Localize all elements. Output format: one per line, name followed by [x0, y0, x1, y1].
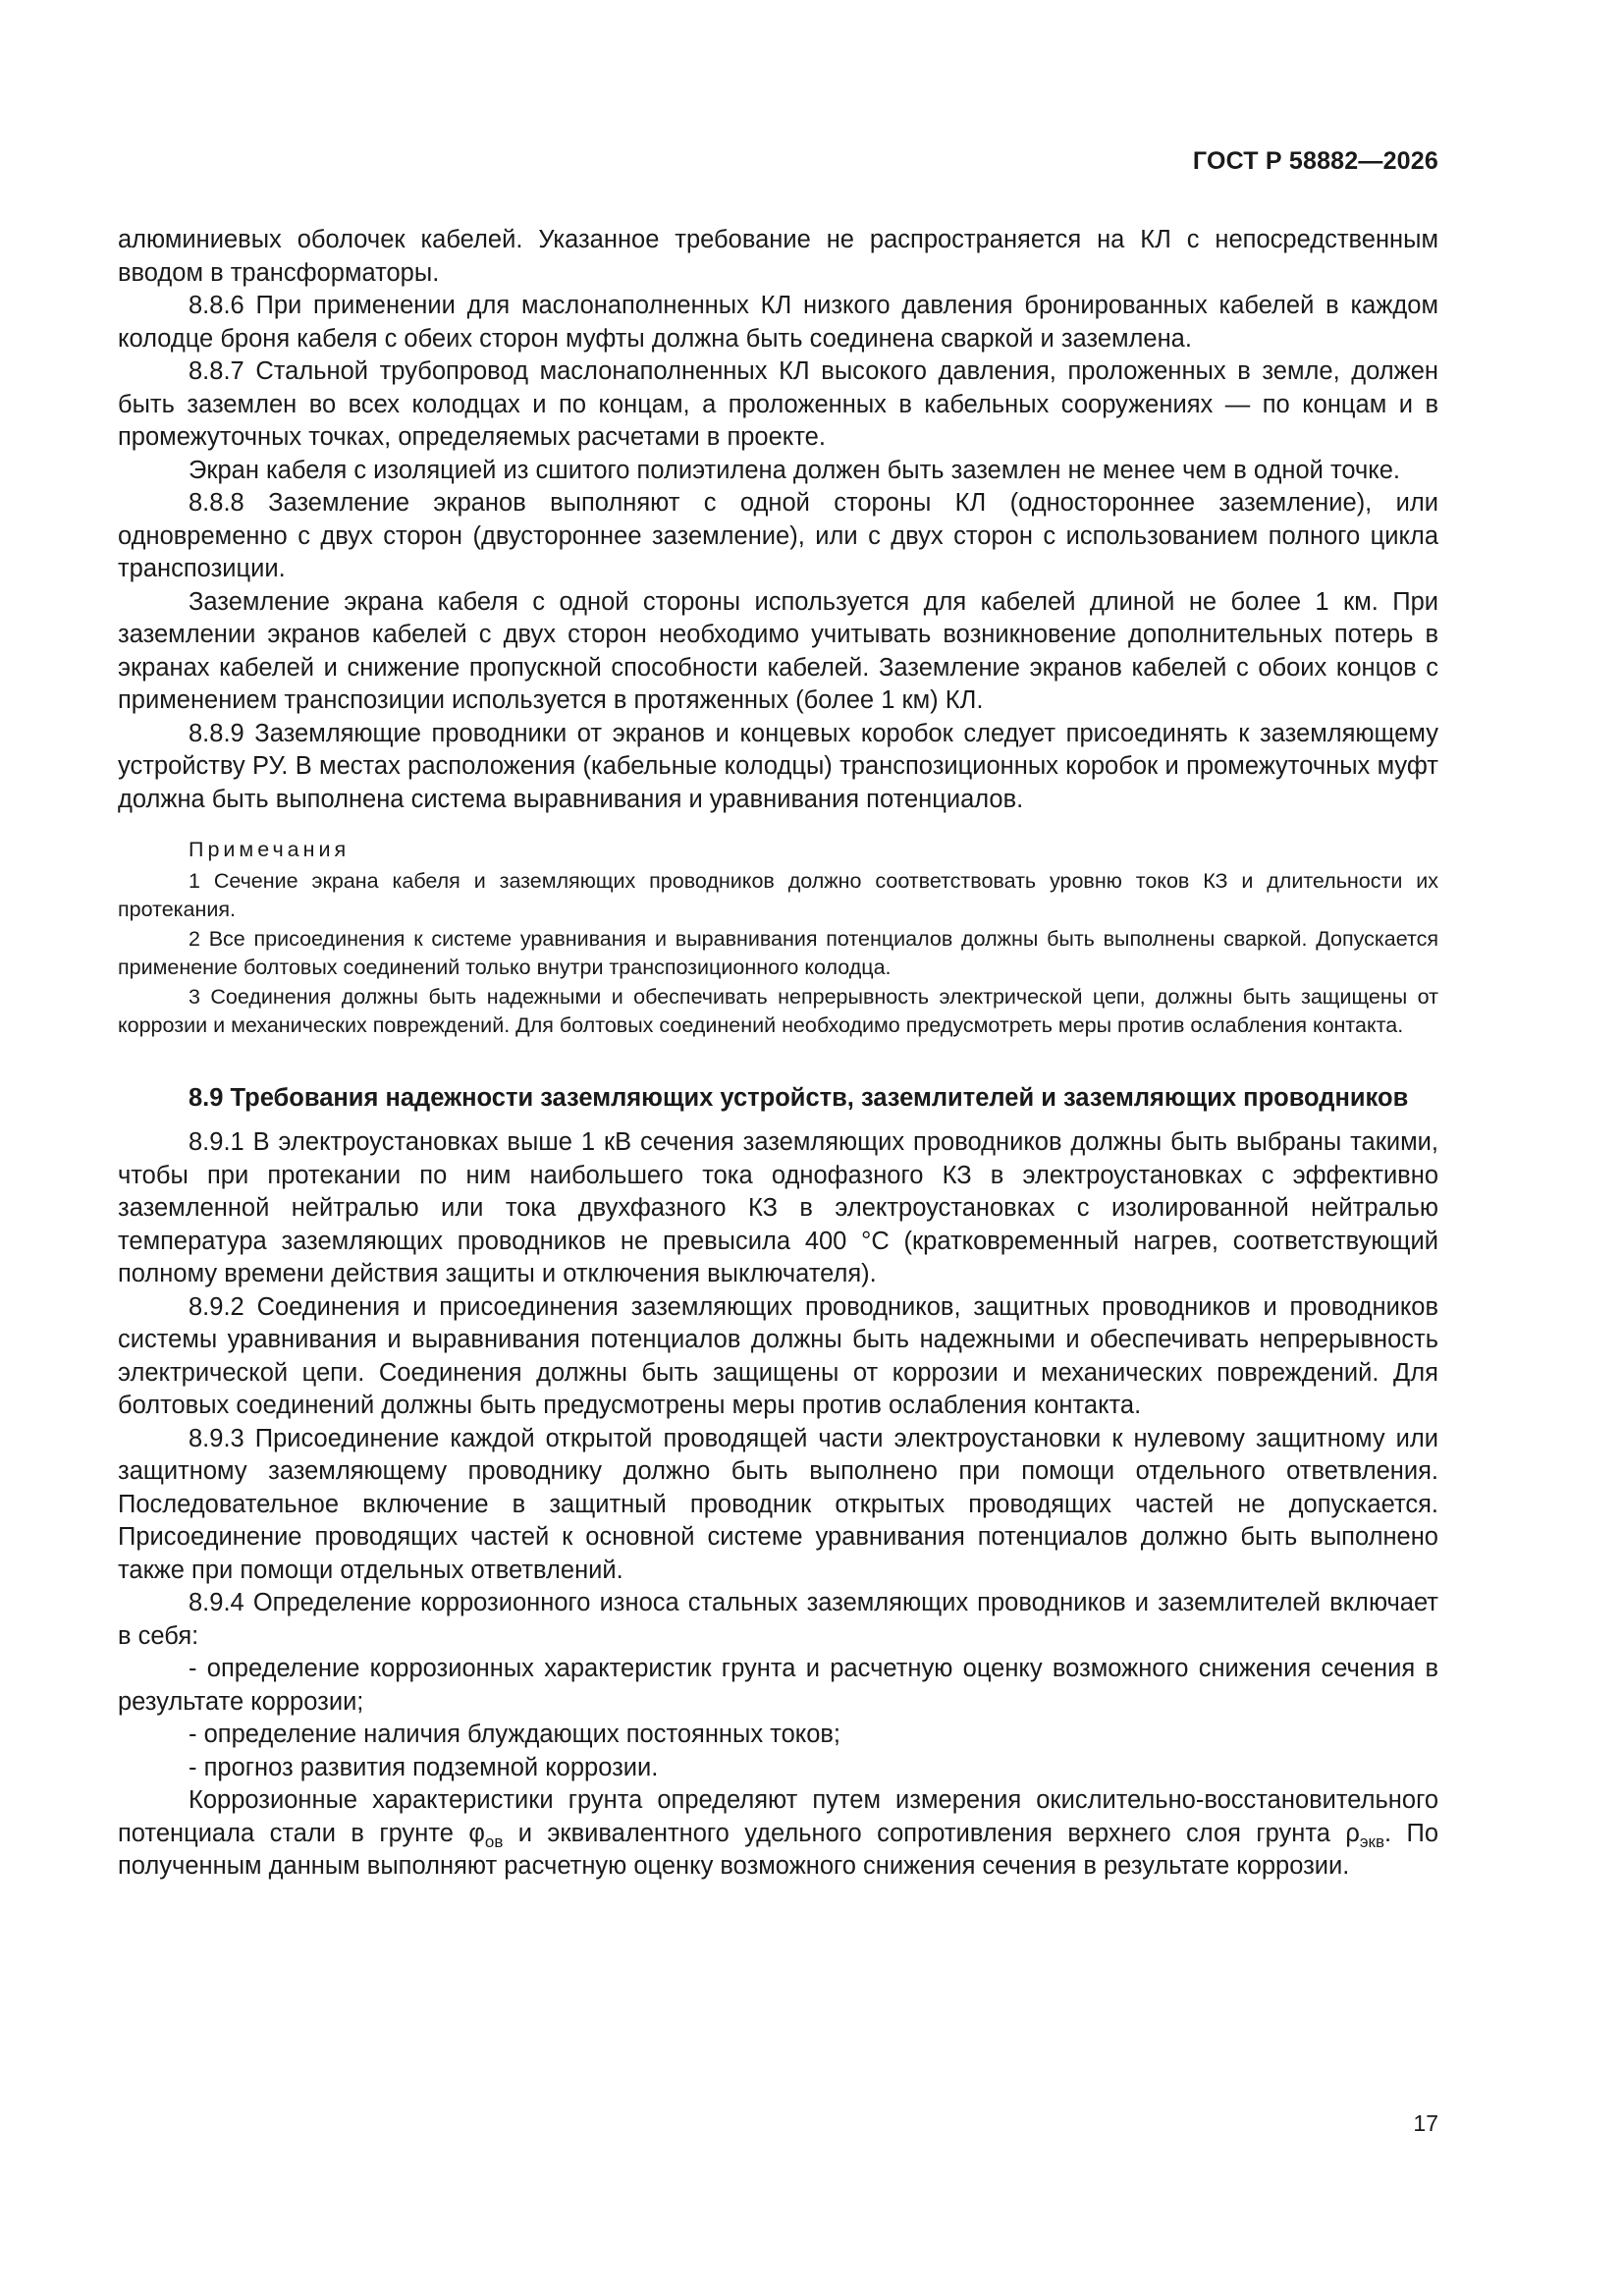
document-id-header: ГОСТ Р 58882—2026: [1192, 147, 1438, 175]
subscript-ekv: экв: [1359, 1831, 1385, 1851]
list-item: - определение коррозионных характеристик грунта и расчетную оценку возможного снижения сечения в результате коррозии;: [118, 1655, 1438, 1716]
paragraph-8-9-2: 8.9.2 Соединения и присоединения заземляющих проводников, защитных проводников и проводников системы уравнивания и выравнивания потенциалов должны быть надежными и обеспечивать непрерывность электрической цепи. Соединения должны быть защищены от коррозии и механических повреждений. Для болтовых соединений должны быть предусмотрены меры против ослабления контакта.: [118, 1292, 1438, 1419]
page-number: 17: [1413, 2110, 1438, 2136]
notes-block: [118, 836, 1438, 1041]
subscript-ov: ов: [484, 1831, 504, 1851]
section-8-9: [118, 1126, 1438, 1884]
section-heading-8-9: 8.9 Требования надежности заземляющих устройств, заземлителей и заземляющих проводников: [189, 1083, 1409, 1112]
notes-title: Примечания: [189, 838, 351, 861]
note-item: 3 Соединения должны быть надежными и обеспечивать непрерывность электрической цепи, должны быть защищены от коррозии и механических повреждений. Для болтовых соединений необходимо предусмотреть меры против ослабления контакта.: [118, 984, 1438, 1037]
text-run: . По полученным данным выполняют расчетную оценку возможного снижения сечения в результате коррозии.: [118, 1819, 1439, 1880]
paragraph-corrosion-characteristics: [118, 1784, 1438, 1884]
note-item: 1 Сечение экрана кабеля и заземляющих проводников должно соответствовать уровню токов КЗ и длительности их протекания.: [118, 868, 1438, 921]
paragraph-8-9-3: 8.9.3 Присоединение каждой открытой проводящей части электроустановки к нулевому защитному или защитному заземляющему проводнику должно быть выполнено при помощи отдельного ответвления. Последовательное включение в защитный проводник открытых проводящих частей не допускается. Присоединение проводящих частей к основной системе уравнивания потенциалов должно быть выполнено также при помощи отдельных ответвлений.: [118, 1424, 1438, 1584]
list-item: - прогноз развития подземной коррозии.: [189, 1753, 659, 1781]
paragraph-8-8-7: 8.8.7 Стальной трубопровод маслонаполненных КЛ высокого давления, проложенных в земле, должен быть заземлен во всех колодцах и по концам, а проложенных в кабельных сооружениях — по концам и в промежуточных точках, определяемых расчетами в проекте.: [118, 357, 1438, 451]
paragraph: Заземление экрана кабеля с одной стороны используется для кабелей длиной не более 1 км. При заземлении экранов кабелей с двух сторон необходимо учитывать возникновение дополнительных потерь в экранах кабелей и снижение пропускной способности кабелей. Заземление экранов кабелей с обоих концов с применением транспозиции используется в протяженных (более 1 км) КЛ.: [118, 587, 1438, 714]
paragraph: алюминиевых оболочек кабелей. Указанное требование не распространяется на КЛ с непосредственным вводом в трансформаторы.: [118, 226, 1438, 287]
paragraph-8-8-9: 8.8.9 Заземляющие проводники от экранов и концевых коробок следует присоединять к заземляющему устройству РУ. В местах расположения (кабельные колодцы) транспозиционных коробок и промежуточных муфт должна быть выполнена система выравнивания и уравнивания потенциалов.: [118, 719, 1438, 813]
text-run: Коррозионные характеристики грунта определяют путем измерения окислительно-восстановительного потенциала стали в грунте φ: [118, 1786, 1438, 1847]
paragraph-8-9-1: 8.9.1 В электроустановках выше 1 кВ сечения заземляющих проводников должны быть выбраны такими, чтобы при протекании по ним наибольшего тока однофазного КЗ в электроустановках с эффективно заземленной нейтралью или тока двухфазного КЗ в электроустановках с изолированной нейтралью температура заземляющих проводников не превысила 400 °С (кратковременный нагрев, соответствующий полному времени действия защиты и отключения выключателя).: [118, 1128, 1438, 1287]
paragraph: Экран кабеля с изоляцией из сшитого полиэтилена должен быть заземлен не менее чем в одной точке.: [189, 456, 1400, 484]
text-run: и эквивалентного удельного сопротивления верхнего слоя грунта ρ: [503, 1819, 1360, 1847]
paragraph-8-9-4: 8.9.4 Определение коррозионного износа стальных заземляющих проводников и заземлителей включает в себя:: [118, 1589, 1438, 1650]
section-8-8-continued: [118, 224, 1438, 816]
note-item: 2 Все присоединения к системе уравнивания и выравнивания потенциалов должны быть выполнены сваркой. Допускается применение болтовых соединений только внутри транспозиционного колодца.: [118, 926, 1438, 979]
paragraph-8-8-6: 8.8.6 При применении для маслонаполненных КЛ низкого давления бронированных кабелей в каждом колодце броня кабеля с обеих сторон муфты должна быть соединена сваркой и заземлена.: [118, 292, 1438, 353]
paragraph-8-8-8: 8.8.8 Заземление экранов выполняют с одной стороны КЛ (одностороннее заземление), или одновременно с двух сторон (двустороннее заземление), или с двух сторон с использованием полного цикла транспозиции.: [118, 489, 1438, 582]
list-item: - определение наличия блуждающих постоянных токов;: [189, 1721, 841, 1748]
document-body: [118, 224, 1438, 1884]
